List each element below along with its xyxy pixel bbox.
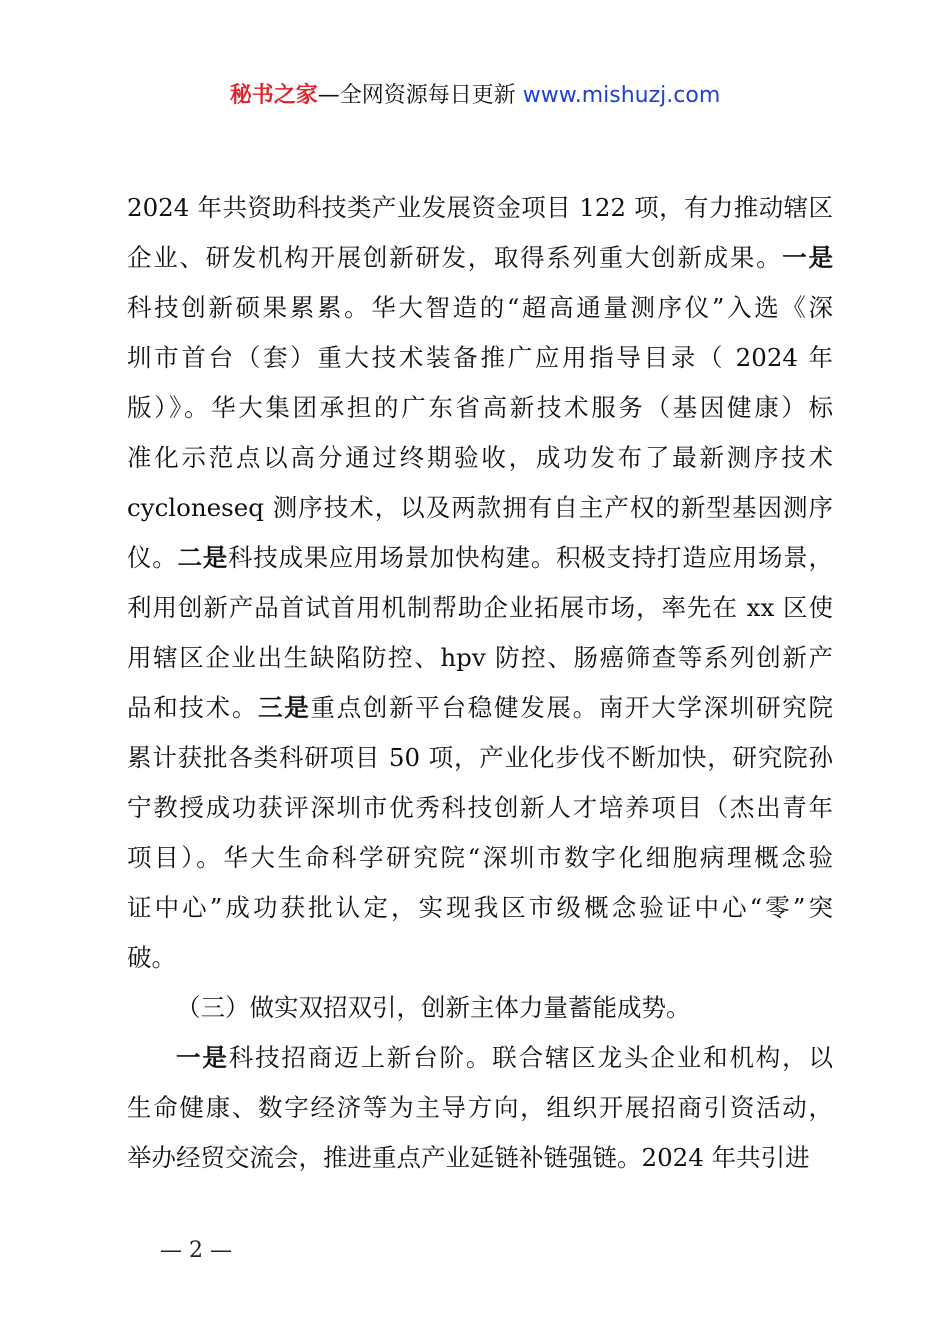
text-line — [127, 533, 833, 583]
text-segment: 2024 年共资助科技类产业发展资金项目 122 项，有力推动辖区 — [127, 193, 833, 222]
text-line — [127, 633, 833, 683]
text-segment: 用辖区企业出生缺陷防控、hpv 防控、肠癌筛查等系列创新产 — [127, 643, 833, 672]
emphasis-text: 一是 — [176, 1043, 229, 1072]
text-segment: （三）做实双招双引，创新主体力量蓄能成势。 — [176, 993, 691, 1022]
text-segment: 破。 — [127, 943, 176, 972]
site-brand: 秘书之家 — [229, 83, 318, 108]
text-segment: 宁教授成功获评深圳市优秀科技创新人才培养项目（杰出青年 — [127, 793, 833, 822]
site-header — [0, 80, 950, 112]
emphasis-text: 三是 — [258, 693, 311, 722]
document-body — [127, 183, 833, 1183]
text-line — [127, 1083, 833, 1133]
text-segment: 举办经贸交流会，推进重点产业延链补链强链。2024 年共引进 — [127, 1143, 810, 1172]
text-segment: 科技成果应用场景加快构建。积极支持打造应用场景， — [227, 543, 833, 572]
text-line — [127, 883, 833, 933]
text-line — [127, 483, 833, 533]
text-line — [127, 683, 833, 733]
text-segment: 圳市首台（套）重大技术装备推广应用指导目录（ 2024 年 — [127, 343, 833, 372]
text-line — [127, 283, 833, 333]
text-segment: 企业、研发机构开展创新研发，取得系列重大创新成果。 — [127, 243, 783, 272]
text-segment: 仪。 — [127, 543, 178, 572]
text-line — [127, 433, 833, 483]
text-segment: cycloneseq 测序技术，以及两款拥有自主产权的新型基因测序 — [127, 493, 833, 522]
text-segment: 生命健康、数字经济等为主导方向，组织开展招商引资活动， — [127, 1093, 833, 1122]
text-segment: 品和技术。 — [127, 693, 259, 722]
text-line — [127, 583, 833, 633]
text-line — [127, 183, 833, 233]
text-line — [127, 783, 833, 833]
site-url-link[interactable]: www.mishuzj.com — [522, 83, 721, 108]
text-segment: 项目）。华大生命科学研究院“深圳市数字化细胞病理概念验 — [127, 843, 833, 872]
emphasis-text: 二是 — [177, 543, 228, 572]
text-segment: 版）》。华大集团承担的广东省高新技术服务（基因健康）标 — [127, 393, 833, 422]
text-line — [127, 833, 833, 883]
text-line — [127, 1033, 833, 1083]
text-segment: 科技招商迈上新台阶。联合辖区龙头企业和机构，以 — [228, 1043, 833, 1072]
page-number: — 2 — — [160, 1238, 232, 1263]
text-line — [127, 383, 833, 433]
text-segment: 科技创新硕果累累。华大智造的“超高通量测序仪”入选《深 — [127, 293, 833, 322]
text-segment: 证中心”成功获批认定，实现我区市级概念验证中心“零”突 — [127, 893, 833, 922]
text-line — [127, 733, 833, 783]
text-line — [127, 933, 833, 983]
text-line — [127, 333, 833, 383]
text-segment: 利用创新产品首试首用机制帮助企业拓展市场，率先在 xx 区使 — [127, 593, 833, 622]
text-line — [127, 983, 833, 1033]
text-segment: 准化示范点以高分通过终期验收，成功发布了最新测序技术 — [127, 443, 833, 472]
text-segment: 重点创新平台稳健发展。南开大学深圳研究院 — [310, 693, 833, 722]
emphasis-text: 一是 — [782, 243, 833, 272]
site-tagline: —全网资源每日更新 — [317, 83, 523, 108]
text-line — [127, 233, 833, 283]
text-line — [127, 1133, 833, 1183]
text-segment: 累计获批各类科研项目 50 项，产业化步伐不断加快，研究院孙 — [127, 743, 833, 772]
